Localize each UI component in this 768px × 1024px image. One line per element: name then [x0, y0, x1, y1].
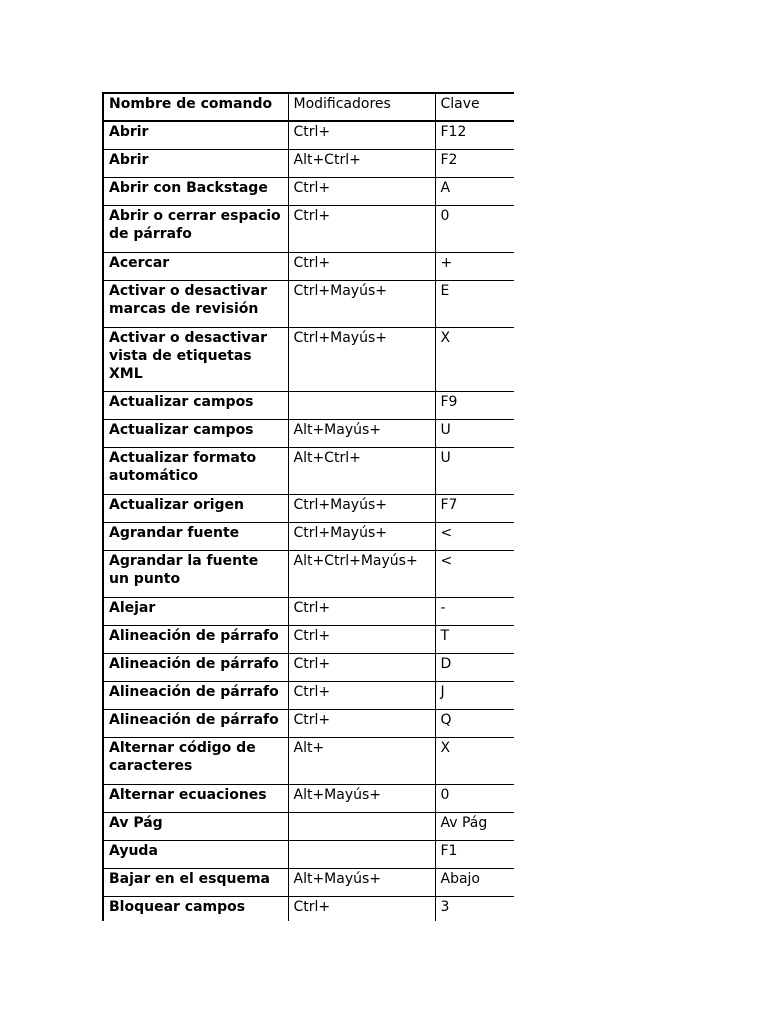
table-row: [103, 653, 514, 681]
command-name-cell: Acercar: [103, 252, 288, 280]
modifiers-cell: Ctrl+: [288, 896, 435, 921]
key-cell: 0: [435, 205, 514, 252]
table-row: [103, 812, 514, 840]
key-cell: J: [435, 681, 514, 709]
header-key: Clave: [435, 93, 514, 121]
modifiers-cell: [288, 840, 435, 868]
table-row: [103, 868, 514, 896]
command-name-cell: Alternar ecuaciones: [103, 784, 288, 812]
table-row: [103, 121, 514, 149]
modifiers-cell: Ctrl+Mayús+: [288, 280, 435, 327]
table-container: [102, 92, 514, 921]
table-row: [103, 709, 514, 737]
key-cell: U: [435, 419, 514, 447]
modifiers-cell: Ctrl+: [288, 709, 435, 737]
table-row: [103, 681, 514, 709]
command-name-cell: Activar o desactivar vista de etiquetas XML: [103, 327, 288, 391]
key-cell: 3: [435, 896, 514, 921]
command-name-cell: Alternar código de caracteres: [103, 737, 288, 784]
table-row: [103, 625, 514, 653]
table-row: [103, 840, 514, 868]
modifiers-cell: Alt+Ctrl+: [288, 149, 435, 177]
command-name-cell: Agrandar fuente: [103, 522, 288, 550]
command-name-cell: Abrir o cerrar espacio de párrafo: [103, 205, 288, 252]
command-name-cell: Activar o desactivar marcas de revisión: [103, 280, 288, 327]
key-cell: T: [435, 625, 514, 653]
modifiers-cell: Ctrl+: [288, 681, 435, 709]
command-name-cell: Abrir con Backstage: [103, 177, 288, 205]
table-row: [103, 896, 514, 921]
modifiers-cell: Ctrl+: [288, 177, 435, 205]
table-row: [103, 419, 514, 447]
modifiers-cell: Ctrl+Mayús+: [288, 522, 435, 550]
table-row: [103, 550, 514, 597]
command-name-cell: Ayuda: [103, 840, 288, 868]
table-header-row: [103, 93, 514, 121]
table-row: [103, 149, 514, 177]
table-row: [103, 784, 514, 812]
modifiers-cell: Ctrl+: [288, 653, 435, 681]
command-name-cell: Agrandar la fuente un punto: [103, 550, 288, 597]
modifiers-cell: Ctrl+: [288, 597, 435, 625]
modifiers-cell: Alt+: [288, 737, 435, 784]
modifiers-cell: Ctrl+: [288, 625, 435, 653]
command-name-cell: Alineación de párrafo: [103, 709, 288, 737]
key-cell: F12: [435, 121, 514, 149]
modifiers-cell: [288, 812, 435, 840]
table-row: [103, 280, 514, 327]
modifiers-cell: Ctrl+: [288, 205, 435, 252]
header-command-name: Nombre de comando: [103, 93, 288, 121]
key-cell: +: [435, 252, 514, 280]
command-name-cell: Actualizar campos: [103, 419, 288, 447]
key-cell: <: [435, 522, 514, 550]
command-name-cell: Alineación de párrafo: [103, 681, 288, 709]
command-name-cell: Actualizar formato automático: [103, 447, 288, 494]
key-cell: <: [435, 550, 514, 597]
command-name-cell: Abrir: [103, 149, 288, 177]
key-cell: F7: [435, 494, 514, 522]
key-cell: Av Pág: [435, 812, 514, 840]
command-name-cell: Bloquear campos: [103, 896, 288, 921]
key-cell: E: [435, 280, 514, 327]
key-cell: -: [435, 597, 514, 625]
table-row: [103, 737, 514, 784]
command-name-cell: Av Pág: [103, 812, 288, 840]
key-cell: Abajo: [435, 868, 514, 896]
key-cell: U: [435, 447, 514, 494]
key-cell: A: [435, 177, 514, 205]
command-name-cell: Actualizar campos: [103, 391, 288, 419]
table-row: [103, 447, 514, 494]
modifiers-cell: Ctrl+: [288, 252, 435, 280]
command-name-cell: Alejar: [103, 597, 288, 625]
command-name-cell: Bajar en el esquema: [103, 868, 288, 896]
table-row: [103, 494, 514, 522]
table-row: [103, 327, 514, 391]
key-cell: D: [435, 653, 514, 681]
table-row: [103, 177, 514, 205]
modifiers-cell: Alt+Mayús+: [288, 419, 435, 447]
modifiers-cell: Ctrl+Mayús+: [288, 494, 435, 522]
table-row: [103, 597, 514, 625]
modifiers-cell: Ctrl+Mayús+: [288, 327, 435, 391]
table-row: [103, 252, 514, 280]
modifiers-cell: Alt+Mayús+: [288, 868, 435, 896]
table-row: [103, 391, 514, 419]
key-cell: F9: [435, 391, 514, 419]
command-name-cell: Alineación de párrafo: [103, 625, 288, 653]
key-cell: 0: [435, 784, 514, 812]
key-cell: X: [435, 737, 514, 784]
modifiers-cell: Alt+Mayús+: [288, 784, 435, 812]
modifiers-cell: Ctrl+: [288, 121, 435, 149]
header-modifiers: Modificadores: [288, 93, 435, 121]
command-name-cell: Abrir: [103, 121, 288, 149]
modifiers-cell: Alt+Ctrl+: [288, 447, 435, 494]
command-name-cell: Alineación de párrafo: [103, 653, 288, 681]
modifiers-cell: Alt+Ctrl+Mayús+: [288, 550, 435, 597]
key-cell: F1: [435, 840, 514, 868]
table-row: [103, 205, 514, 252]
command-name-cell: Actualizar origen: [103, 494, 288, 522]
key-cell: X: [435, 327, 514, 391]
modifiers-cell: [288, 391, 435, 419]
table-row: [103, 522, 514, 550]
key-cell: F2: [435, 149, 514, 177]
shortcuts-table: [102, 92, 514, 921]
key-cell: Q: [435, 709, 514, 737]
